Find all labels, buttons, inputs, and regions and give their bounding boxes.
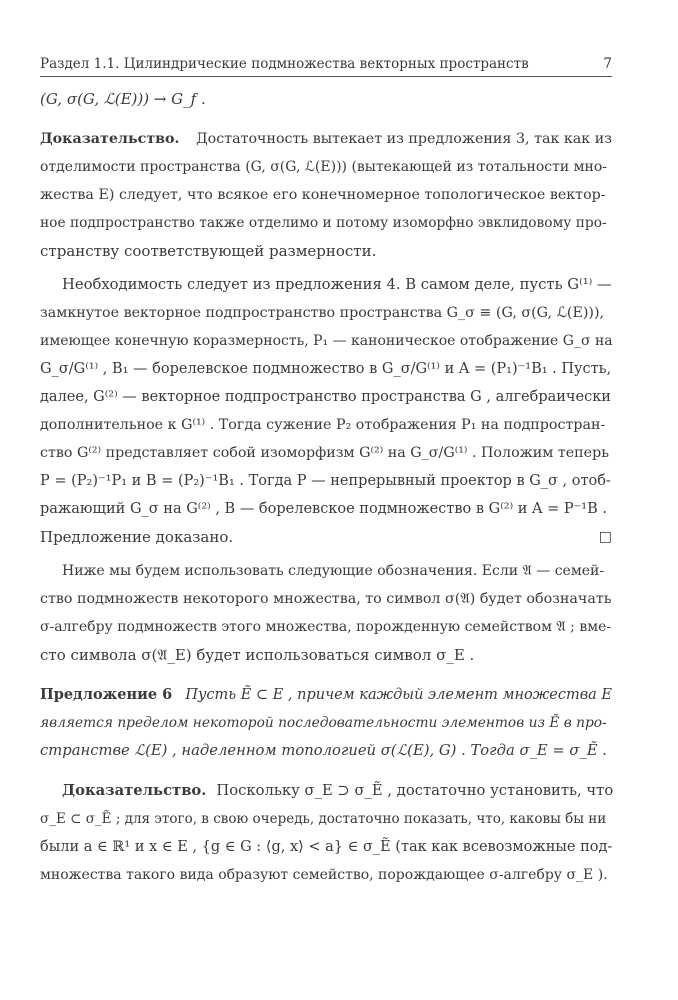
proof3-line-2: были a ∈ ℝ¹ и x ∈ E , {g ∈ G : ⟨g, x⟩ < a} ∈ σ_Ẽ (так как всевозможные под-: [40, 839, 613, 855]
proof1-text-0: Достаточность вытекает из предложения 3, так как из: [196, 131, 612, 147]
notation-line-2: σ-алгебру подмножеств этого множества, порожденную семейством 𝔄 ; вме-: [40, 619, 612, 635]
proof2-line-1: замкнутое векторное подпространство пространства G_σ ≡ (G, σ(G, ℒ(E))),: [40, 305, 605, 321]
proof2-line-3: G_σ/G⁽¹⁾ , B₁ — борелевское подмножество в G_σ/G⁽¹⁾ и A = (P₁)⁻¹B₁ . Пусть,: [40, 361, 612, 377]
page: [40, 56, 612, 889]
prop6-line-1: является пределом некоторой последовательности элементов из Ẽ в про-: [40, 715, 607, 731]
notation-line-1: ство подмножеств некоторого множества, то символ σ(𝔄) будет обозначать: [40, 591, 612, 607]
proof3-text-0: Поскольку σ_E ⊃ σ_Ẽ , достаточно установить, что: [216, 782, 614, 799]
proof1-heading: Доказательство.: [40, 131, 180, 147]
prop6-line-0: [40, 681, 612, 709]
proof2-line-4: далее, G⁽²⁾ — векторное подпространство пространства G , алгебраически: [40, 389, 611, 405]
proof2-line-0: Необходимость следует из предложения 4. В самом деле, пусть G⁽¹⁾ —: [62, 276, 612, 293]
proof3-line-0: [40, 777, 612, 805]
prop6-heading: Предложение 6: [40, 686, 173, 703]
qed-square-icon: □: [598, 529, 612, 545]
formula-top: (G, σ(G, ℒ(E))) → G_f .: [40, 90, 206, 108]
proof1-line-2: жества E) следует, что всякое его конечномерное топологическое вектор-: [40, 187, 606, 203]
proof2-line-9: [40, 523, 612, 551]
proof2-line-7: P = (P₂)⁻¹P₁ и B = (P₂)⁻¹B₁ . Тогда P — непрерывный проектор в G_σ , отоб-: [40, 473, 611, 489]
proof1-line-3: ное подпространство также отделимо и потому изоморфно эвклидовому про-: [40, 215, 607, 231]
proof2-line-6: ство G⁽²⁾ представляет собой изоморфизм G⁽²⁾ на G_σ/G⁽¹⁾ . Положим теперь: [40, 445, 609, 461]
prop6-line-2: странстве ℒ(E) , наделенном топологией σ(ℒ(E), G) . Тогда σ_E = σ_Ẽ .: [40, 742, 607, 759]
running-header: [40, 56, 612, 77]
proof3-line-3: множества такого вида образуют семейство, порождающее σ-алгебру σ_E ).: [40, 867, 608, 883]
notation-line-0: Ниже мы будем использовать следующие обозначения. Если 𝔄 — семей-: [62, 563, 605, 579]
proof1-line-4: странству соответствующей размерности.: [40, 242, 377, 260]
proof1-line-1: отделимости пространства (G, σ(G, ℒ(E))) (вытекающей из тотальности мно-: [40, 159, 608, 175]
proof2-line-2: имеющее конечную коразмерность, P₁ — каноническое отображение G_σ на: [40, 333, 613, 349]
page-number: 7: [603, 56, 612, 72]
proof2-line-5: дополнительное к G⁽¹⁾ . Тогда сужение P₂ отображения P₁ на подпростран-: [40, 417, 606, 433]
proof3-line-1: σ_E ⊂ σ_Ẽ ; для этого, в свою очередь, достаточно показать, что, каковы бы ни: [40, 811, 607, 827]
proof3-heading: Доказательство.: [62, 782, 207, 799]
section-title: Раздел 1.1. Цилиндрические подмножества векторных пространств: [40, 56, 529, 72]
proof2-line-8: ражающий G_σ на G⁽²⁾ , B — борелевское подмножество в G⁽²⁾ и A = P⁻¹B .: [40, 501, 607, 517]
proof1-line-0: [40, 125, 612, 153]
notation-line-3: сто символа σ(𝔄_E) будет использоваться символ σ_E .: [40, 646, 475, 664]
prop6-text-0: Пусть Ẽ ⊂ E , причем каждый элемент множества E: [185, 687, 612, 703]
proof2-conclusion: Предложение доказано.: [40, 528, 234, 546]
